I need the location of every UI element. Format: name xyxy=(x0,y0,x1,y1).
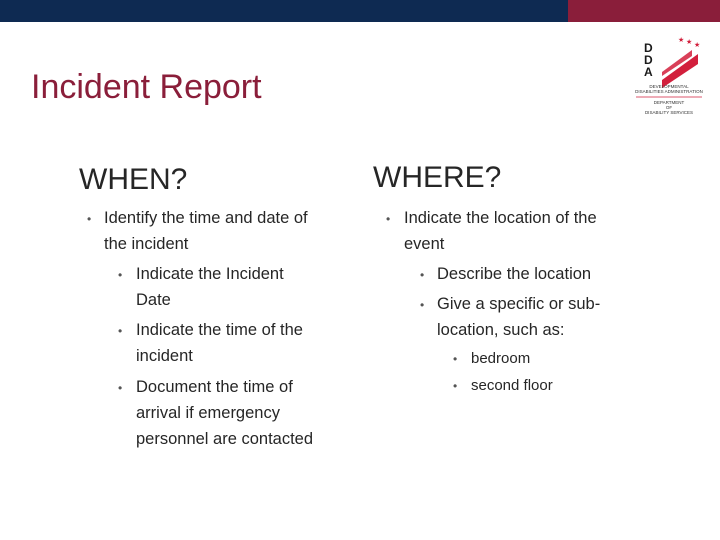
logo-line-5: DISABILITY SERVICES xyxy=(644,110,694,115)
bullet-icon: • xyxy=(453,379,458,393)
bullet-icon: • xyxy=(420,268,425,282)
logo-letter-a: A xyxy=(644,65,653,79)
svg-text:★: ★ xyxy=(694,41,701,49)
logo-letter-d1: D xyxy=(644,41,653,55)
when-item-3: Indicate the time of the incident xyxy=(136,321,303,365)
logo-letters xyxy=(644,42,653,78)
bullet-icon: • xyxy=(87,212,92,226)
logo-letter-d2: D xyxy=(644,53,653,67)
logo-line-3: DEPARTMENT xyxy=(653,100,685,105)
when-item-1: Identify the time and date of the incident xyxy=(104,209,308,253)
when-item-2: Indicate the Incident Date xyxy=(136,265,284,309)
top-bar-navy xyxy=(0,0,568,22)
logo-line-2: DISABILITIES ADMINISTRATION xyxy=(635,89,703,94)
svg-text:★: ★ xyxy=(678,36,685,44)
bullet-icon: • xyxy=(118,381,123,395)
when-heading: WHEN? xyxy=(79,163,188,196)
slide-title: Incident Report xyxy=(31,68,262,106)
bullet-icon: • xyxy=(453,352,458,366)
when-item-4: Document the time of arrival if emergency personnel are contacted xyxy=(136,378,314,448)
bullet-icon: • xyxy=(118,324,123,338)
where-item-2: Describe the location xyxy=(437,265,592,283)
logo-line-4: OF xyxy=(665,105,673,110)
logo-line-1: DEVELOPMENTAL xyxy=(649,84,689,89)
where-item-3: Give a specific or sub-location, such as: xyxy=(437,295,601,339)
bullet-icon: • xyxy=(118,268,123,282)
bullet-icon: • xyxy=(420,298,425,312)
where-subitem-bedroom: bedroom xyxy=(471,350,531,367)
where-subitem-second-floor: second floor xyxy=(471,377,553,394)
top-bar-maroon xyxy=(568,0,720,22)
where-heading: WHERE? xyxy=(373,161,502,194)
dda-logo xyxy=(626,34,712,118)
svg-text:★: ★ xyxy=(686,38,693,46)
bullet-icon: • xyxy=(386,212,391,226)
where-item-1: Indicate the location of the event xyxy=(404,209,597,253)
